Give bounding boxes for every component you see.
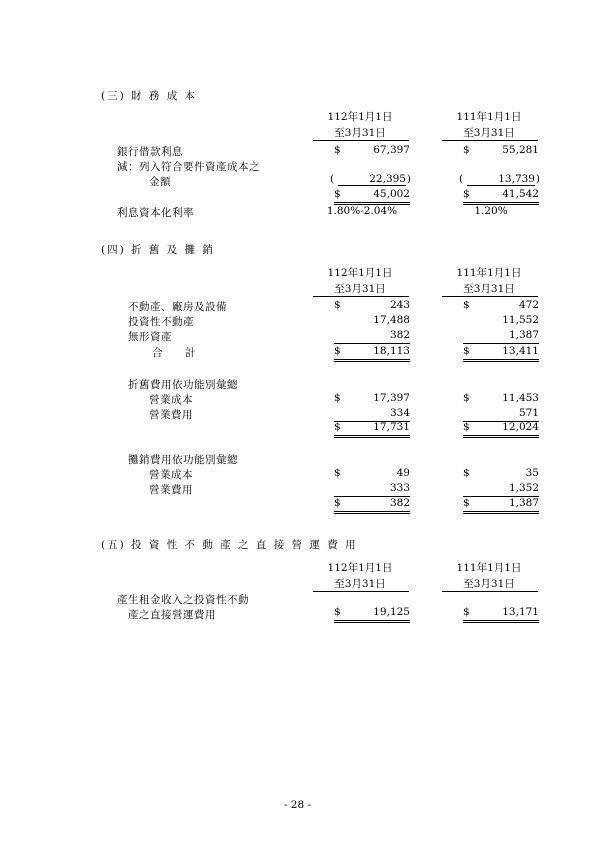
s5-r0-c1 <box>334 606 410 623</box>
dep-row-label: 營業成本 <box>149 394 193 406</box>
s3-row-label: 利息資本化利率 <box>117 207 194 219</box>
currency-symbol: $ <box>334 421 341 433</box>
s4-col1-header-line2: 至3月31日 <box>334 283 386 295</box>
amount: 1,387 <box>508 329 539 341</box>
dep-r0-c1 <box>334 392 410 406</box>
s3-col1-header-line1: 112年1月1日 <box>327 111 393 123</box>
amount: 67,397 <box>373 144 410 156</box>
amount: 17,397 <box>373 392 410 404</box>
s4-r1-c2 <box>463 314 539 328</box>
amount: 243 <box>389 299 410 311</box>
s5-col1-header-rule <box>313 591 409 592</box>
amount: 13,171 <box>502 606 539 618</box>
s3-row-label-cont: 金額 <box>149 176 171 188</box>
currency-symbol: $ <box>334 299 341 311</box>
s3-col2-header-line2: 至3月31日 <box>463 127 515 139</box>
s3-r0-c1 <box>334 144 410 158</box>
amount: 41,542 <box>502 188 539 200</box>
amount: 13,739 <box>467 173 535 186</box>
s4-r3-c2 <box>463 345 539 362</box>
s4-col2-header-line2: 至3月31日 <box>463 283 515 295</box>
open-paren: ( <box>330 173 335 185</box>
amount: 18,113 <box>373 345 410 357</box>
s3-r2-c1 <box>334 188 410 205</box>
s4-total-label: 合 計 <box>152 347 196 359</box>
s4-col1-header-rule <box>313 296 409 297</box>
currency-symbol: $ <box>334 144 341 156</box>
currency-symbol: $ <box>463 345 470 357</box>
amount: 334 <box>389 407 410 419</box>
s5-row-label-cont: 產之直接營運費用 <box>128 609 216 621</box>
currency-symbol: $ <box>334 345 341 357</box>
amount: 333 <box>389 482 410 494</box>
currency-symbol: $ <box>334 392 341 404</box>
s4-row-label: 投資性不動產 <box>128 316 194 328</box>
amo-r2-c1 <box>334 497 410 514</box>
currency-symbol: $ <box>463 421 470 433</box>
s3-r2-c2 <box>463 188 539 205</box>
amo-r1-c2 <box>463 482 539 497</box>
currency-symbol: $ <box>463 467 470 479</box>
s3-r1-c2 <box>459 173 540 187</box>
s3-col1-header-line2: 至3月31日 <box>334 127 386 139</box>
s3-r3-c1: 1.80%-2.04% <box>326 205 398 217</box>
dep-r1-c1 <box>334 407 410 422</box>
currency-symbol: $ <box>463 299 470 311</box>
amount: 11,453 <box>502 392 539 404</box>
amo-row-label: 營業費用 <box>149 484 193 496</box>
currency-symbol: $ <box>334 188 341 200</box>
dep-row-label: 營業費用 <box>149 409 193 421</box>
s5-row-label: 產生租金收入之投資性不動 <box>117 594 249 606</box>
currency-symbol: $ <box>463 144 470 156</box>
s3-row-label: 減：列入符合要件資產成本之 <box>117 161 260 173</box>
amount: 382 <box>389 329 410 341</box>
open-paren: ( <box>459 173 464 185</box>
s3-r0-c2 <box>463 144 539 158</box>
currency-symbol: $ <box>463 392 470 404</box>
amo-r2-c2 <box>463 497 539 514</box>
amo-r1-c1 <box>334 482 410 497</box>
amount: 17,731 <box>373 421 410 433</box>
amount: 1,352 <box>508 482 539 494</box>
amount: 1,387 <box>508 497 539 509</box>
s5-col1-header-line1: 112年1月1日 <box>327 562 393 574</box>
amount: 22,395 <box>338 173 406 186</box>
close-paren: ) <box>535 173 540 185</box>
amo-r0-c2 <box>463 467 539 481</box>
s4-r1-c1 <box>334 314 410 328</box>
section-5-title: (五) 投 資 性 不 動 產 之 直 接 營 運 費 用 <box>101 539 358 551</box>
amo-r0-c1 <box>334 467 410 481</box>
section-3-title: (三) 財 務 成 本 <box>101 90 198 102</box>
s3-col2-header-line1: 111年1月1日 <box>456 111 522 123</box>
currency-symbol: $ <box>334 497 341 509</box>
close-paren: ) <box>406 173 411 185</box>
depreciation-heading: 折舊費用依功能別彙總 <box>128 379 238 391</box>
page-number: - 28 - <box>283 799 312 811</box>
s5-col2-header-rule <box>442 591 538 592</box>
s4-r2-c2 <box>463 329 539 344</box>
currency-symbol: $ <box>334 467 341 479</box>
s4-r0-c1 <box>334 299 410 313</box>
s3-r1-c1 <box>330 173 411 187</box>
s3-col2-header-rule <box>442 140 538 141</box>
s5-col2-header-line2: 至3月31日 <box>463 578 515 590</box>
section-4-title: (四) 折 舊 及 攤 銷 <box>101 244 215 256</box>
amount: 13,411 <box>502 345 539 357</box>
amount: 571 <box>518 407 539 419</box>
amount: 45,002 <box>373 188 410 200</box>
s4-col2-header-line1: 111年1月1日 <box>456 267 522 279</box>
s4-r2-c1 <box>334 329 410 344</box>
s5-col1-header-line2: 至3月31日 <box>334 578 386 590</box>
amount: 49 <box>396 467 410 479</box>
amount: 17,488 <box>373 314 410 326</box>
s3-col1-header-rule <box>313 140 409 141</box>
s4-row-label: 無形資產 <box>128 331 172 343</box>
currency-symbol: $ <box>334 606 341 618</box>
dep-r2-c1 <box>334 421 410 438</box>
amount: 55,281 <box>502 144 539 156</box>
s4-col1-header-line1: 112年1月1日 <box>327 267 393 279</box>
s4-r3-c1 <box>334 345 410 362</box>
s3-row-label: 銀行借款利息 <box>117 146 183 158</box>
amount: 35 <box>525 467 539 479</box>
amo-row-label: 營業成本 <box>149 469 193 481</box>
amount: 11,552 <box>502 314 539 326</box>
dep-r0-c2 <box>463 392 539 406</box>
currency-symbol: $ <box>463 497 470 509</box>
s4-col2-header-rule <box>442 296 538 297</box>
currency-symbol: $ <box>463 188 470 200</box>
s5-col2-header-line1: 111年1月1日 <box>456 562 522 574</box>
s5-r0-c2 <box>463 606 539 623</box>
currency-symbol: $ <box>463 606 470 618</box>
dep-r2-c2 <box>463 421 539 438</box>
s4-row-label: 不動產、廠房及設備 <box>128 301 227 313</box>
s4-r0-c2 <box>463 299 539 313</box>
s3-r3-c2: 1.20% <box>474 205 508 217</box>
amortization-heading: 攤銷費用依功能別彙總 <box>128 454 238 466</box>
amount: 19,125 <box>373 606 410 618</box>
dep-r1-c2 <box>463 407 539 422</box>
amount: 382 <box>389 497 410 509</box>
amount: 472 <box>518 299 539 311</box>
amount: 12,024 <box>502 421 539 433</box>
